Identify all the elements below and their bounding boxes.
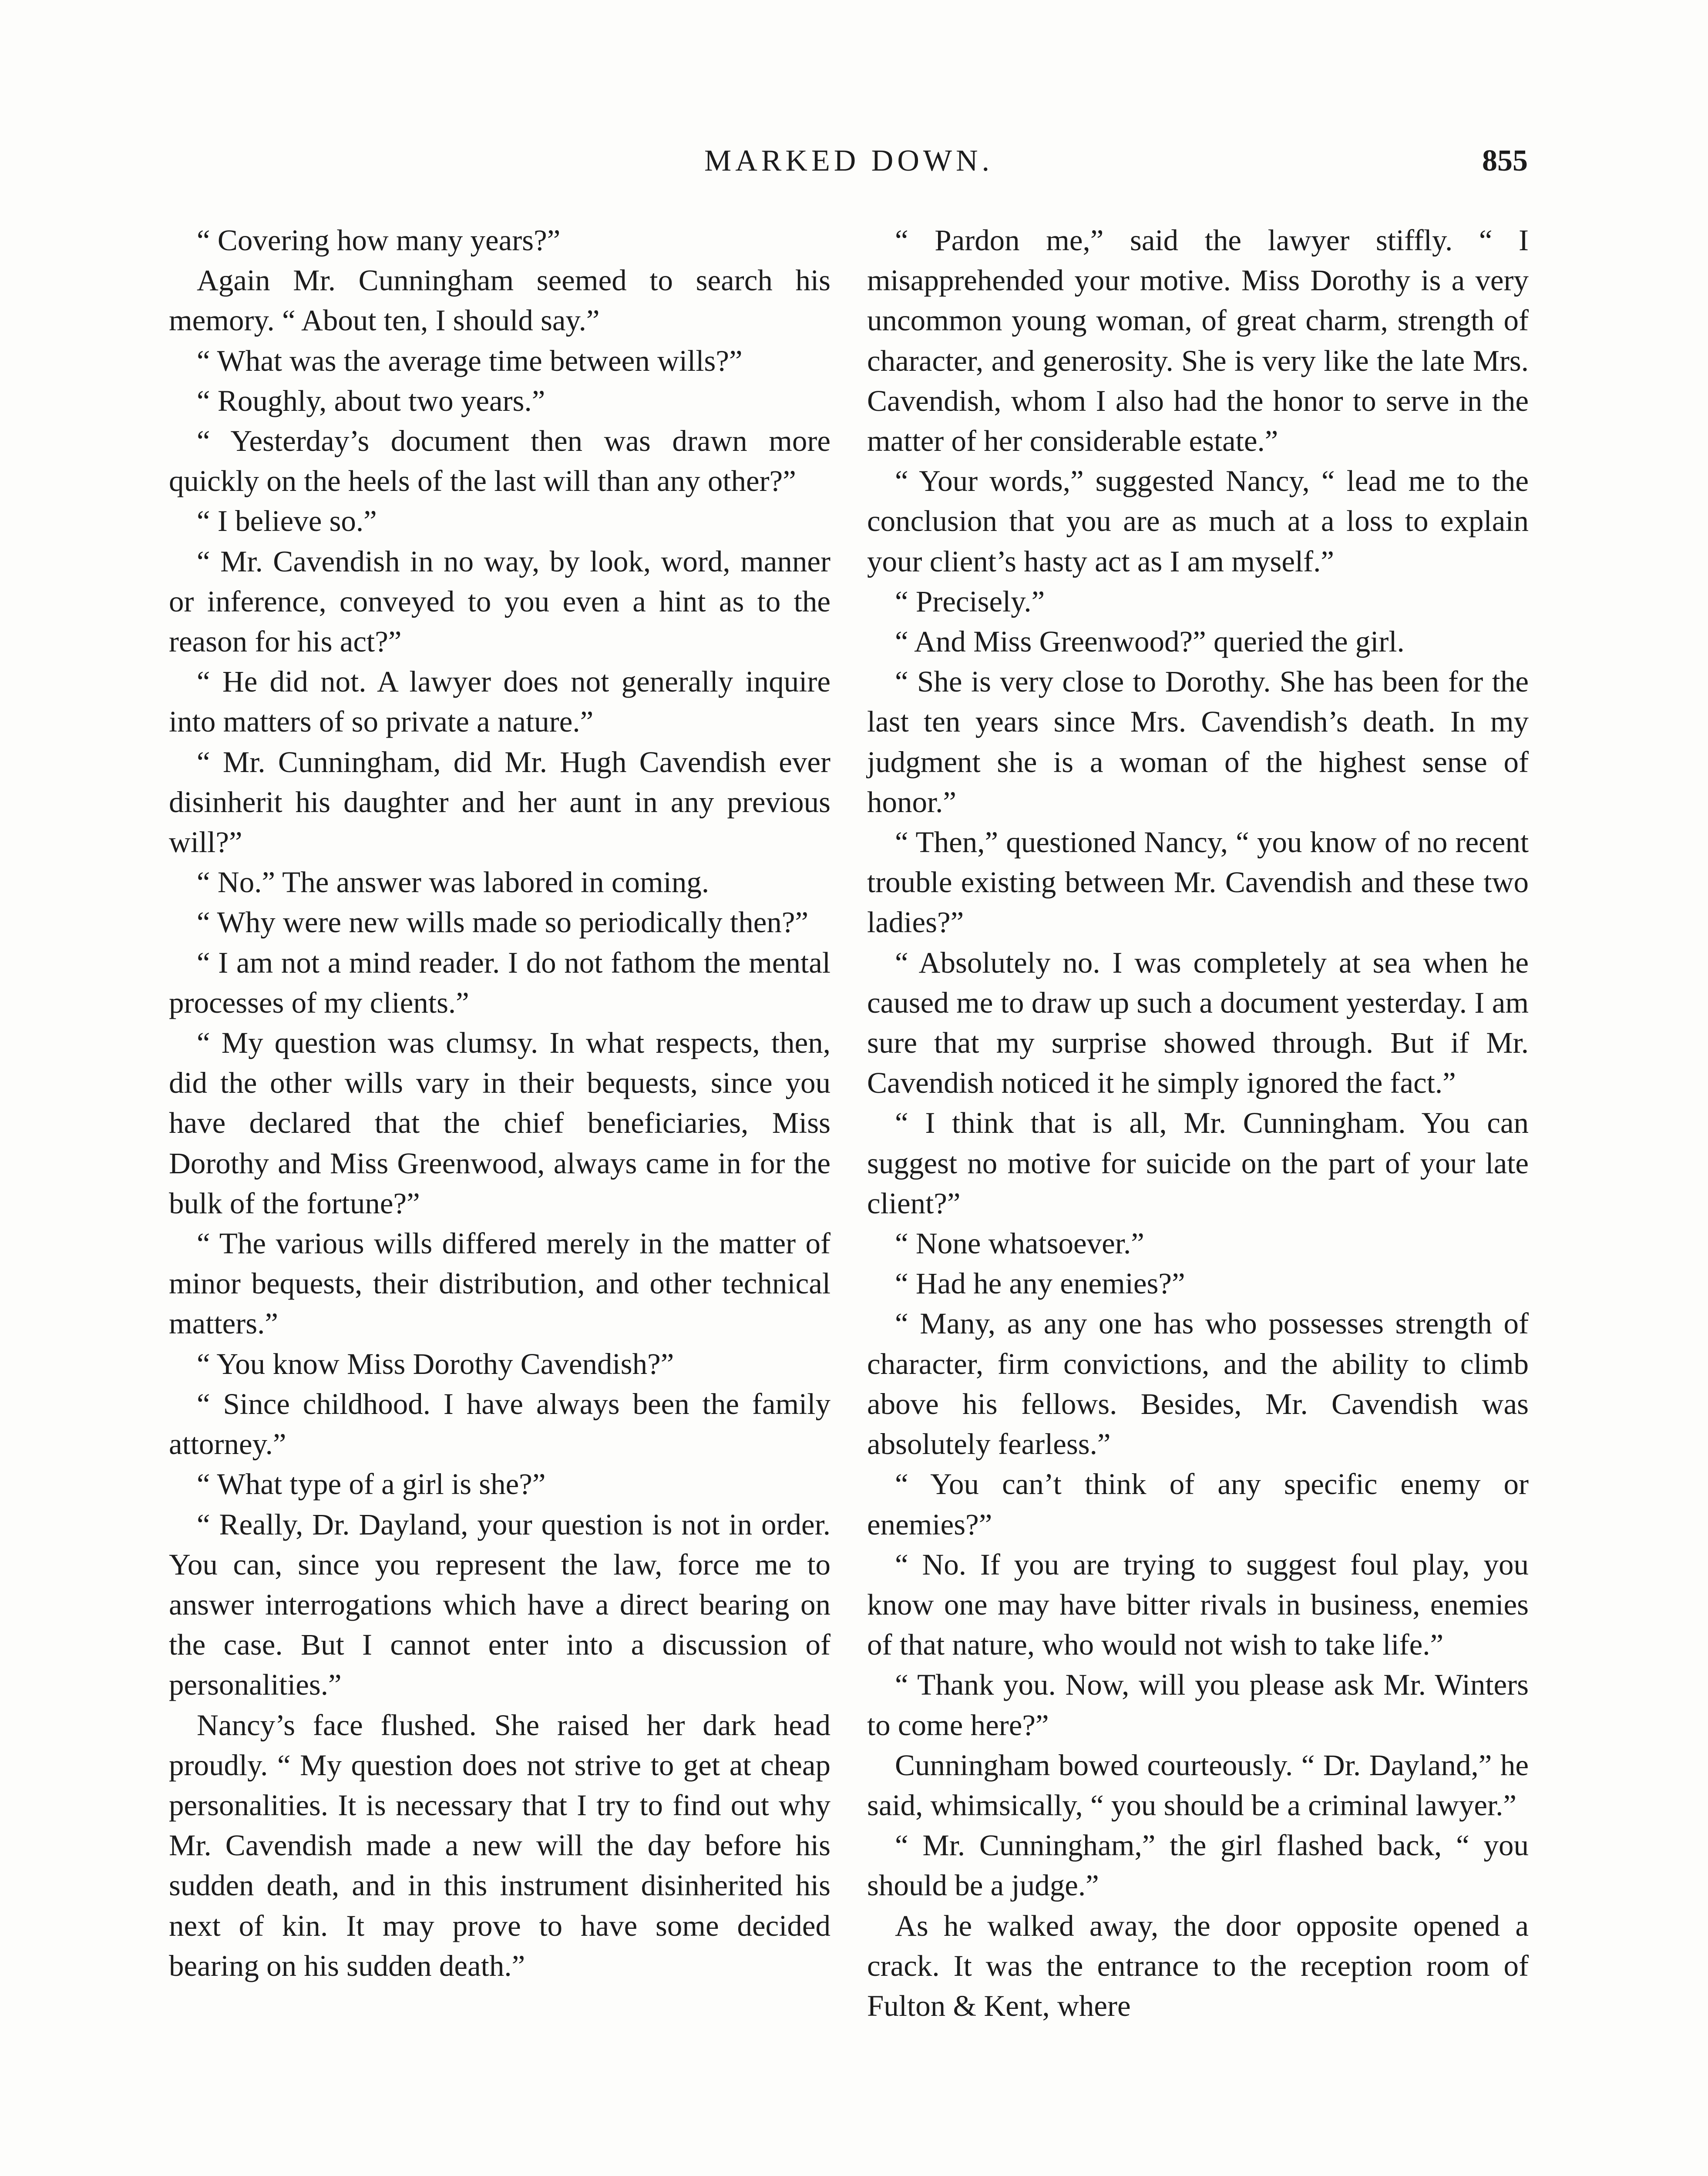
paragraph: “ Precisely.” (895, 584, 1045, 618)
paragraph: “ He did not. A lawyer does not generally inquire into matters of so private a nature.” (169, 665, 830, 739)
paragraph: “ Had he any enemies?” (895, 1267, 1185, 1300)
paragraph: “ What type of a girl is she?” (197, 1467, 546, 1501)
paragraph: “ Then,” questioned Nancy, “ you know of no recent trouble existing between Mr. Cavendish and these two ladies?” (867, 826, 1529, 939)
paragraph: “ No. If you are trying to suggest foul play, you know one may have bitter rivals in business, enemies of that nature, who would not wish to take life.” (867, 1548, 1529, 1662)
paragraph: “ What was the average time between wills?” (197, 344, 743, 377)
paragraph: “ I think that is all, Mr. Cunningham. You can suggest no motive for suicide on the part of your late client?” (867, 1106, 1529, 1220)
paragraph: “ Mr. Cavendish in no way, by look, word, manner or inference, conveyed to you even a hint as to the reason for his act?” (169, 544, 830, 658)
paragraph: “ Covering how many years?” (197, 224, 561, 257)
paragraph: “ She is very close to Dorothy. She has been for the last ten years since Mrs. Cavendish’s death. In my judgment she is a woman of the highest sense of honor.” (867, 665, 1529, 819)
paragraph: “ Pardon me,” said the lawyer stiffly. “ I misapprehended your motive. Miss Dorothy is a very uncommon young woman, of great charm, strength of character, and generosity. She is very like the late Mrs. Cavendish, whom I also had the honor to serve in the matter of her considerable estate.” (867, 224, 1529, 458)
paragraph: “ You know Miss Dorothy Cavendish?” (197, 1347, 674, 1380)
page-number: 855 (1482, 144, 1528, 178)
paragraph: “ Mr. Cunningham, did Mr. Hugh Cavendish ever disinherit his daughter and her aunt in any previous will?” (169, 745, 830, 859)
paragraph: “ You can’t think of any specific enemy or enemies?” (867, 1467, 1529, 1541)
paragraph: “ I am not a mind reader. I do not fathom the mental processes of my clients.” (169, 946, 830, 1019)
paragraph: “ Why were new wills made so periodically then?” (197, 906, 809, 939)
paragraph: Nancy’s face flushed. She raised her dark head proudly. “ My question does not strive to get at cheap personalities. It is necessary that I try to find out why Mr. Cavendish made a new will the day before his sudden death, and in this instrument disinherited his next of kin. It may prove to have some decided bearing on his sudden death.” (169, 1708, 830, 1982)
paragraph: “ Many, as any one has who possesses strength of character, firm convictions, and the ability to climb above his fellows. Besides, Mr. Cavendish was absolutely fearless.” (867, 1307, 1529, 1461)
paragraph: “ Since childhood. I have always been the family attorney.” (169, 1387, 830, 1461)
paragraph: “ Your words,” suggested Nancy, “ lead me to the conclusion that you are as much at a loss to explain your client’s hasty act as I am myself.” (867, 464, 1529, 578)
left-column (169, 220, 830, 1986)
paragraph: “ And Miss Greenwood?” queried the girl. (895, 625, 1405, 658)
paragraph: As he walked away, the door opposite opened a crack. It was the entrance to the reception room of Fulton & Kent, where (867, 1909, 1529, 2022)
page-header (170, 144, 1528, 196)
paragraph: “ Absolutely no. I was completely at sea when he caused me to draw up such a document yesterday. I am sure that my surprise showed through. But if Mr. Cavendish noticed it he simply ignored the fact.” (867, 946, 1529, 1100)
paragraph: “ Yesterday’s document then was drawn more quickly on the heels of the last will than any other?” (169, 424, 830, 498)
running-head: MARKED DOWN. (704, 144, 994, 178)
paragraph: “ I believe so.” (197, 504, 377, 538)
paragraph: “ Thank you. Now, will you please ask Mr. Winters to come here?” (867, 1668, 1529, 1742)
paragraph: “ None whatsoever.” (895, 1227, 1144, 1260)
paragraph: “ Really, Dr. Dayland, your question is not in order. You can, since you represent the law, force me to answer interrogations which have a direct bearing on the case. But I cannot enter into a discussion of personalities.” (169, 1508, 830, 1702)
paragraph: “ My question was clumsy. In what respects, then, did the other wills vary in their bequests, since you have declared that the chief beneficiaries, Miss Dorothy and Miss Greenwood, always came in for the bulk of the fortune?” (169, 1026, 830, 1220)
paragraph: “ The various wills differed merely in the matter of minor bequests, their distribution, and other technical matters.” (169, 1227, 830, 1340)
paragraph: “ No.” The answer was labored in coming. (197, 866, 709, 899)
right-column (867, 220, 1529, 2026)
paragraph: Cunningham bowed courteously. “ Dr. Dayland,” he said, whimsically, “ you should be a criminal lawyer.” (867, 1748, 1529, 1822)
paragraph: “ Mr. Cunningham,” the girl flashed back, “ you should be a judge.” (867, 1829, 1529, 1902)
paragraph: Again Mr. Cunningham seemed to search his memory. “ About ten, I should say.” (169, 264, 830, 337)
paragraph: “ Roughly, about two years.” (197, 384, 545, 417)
